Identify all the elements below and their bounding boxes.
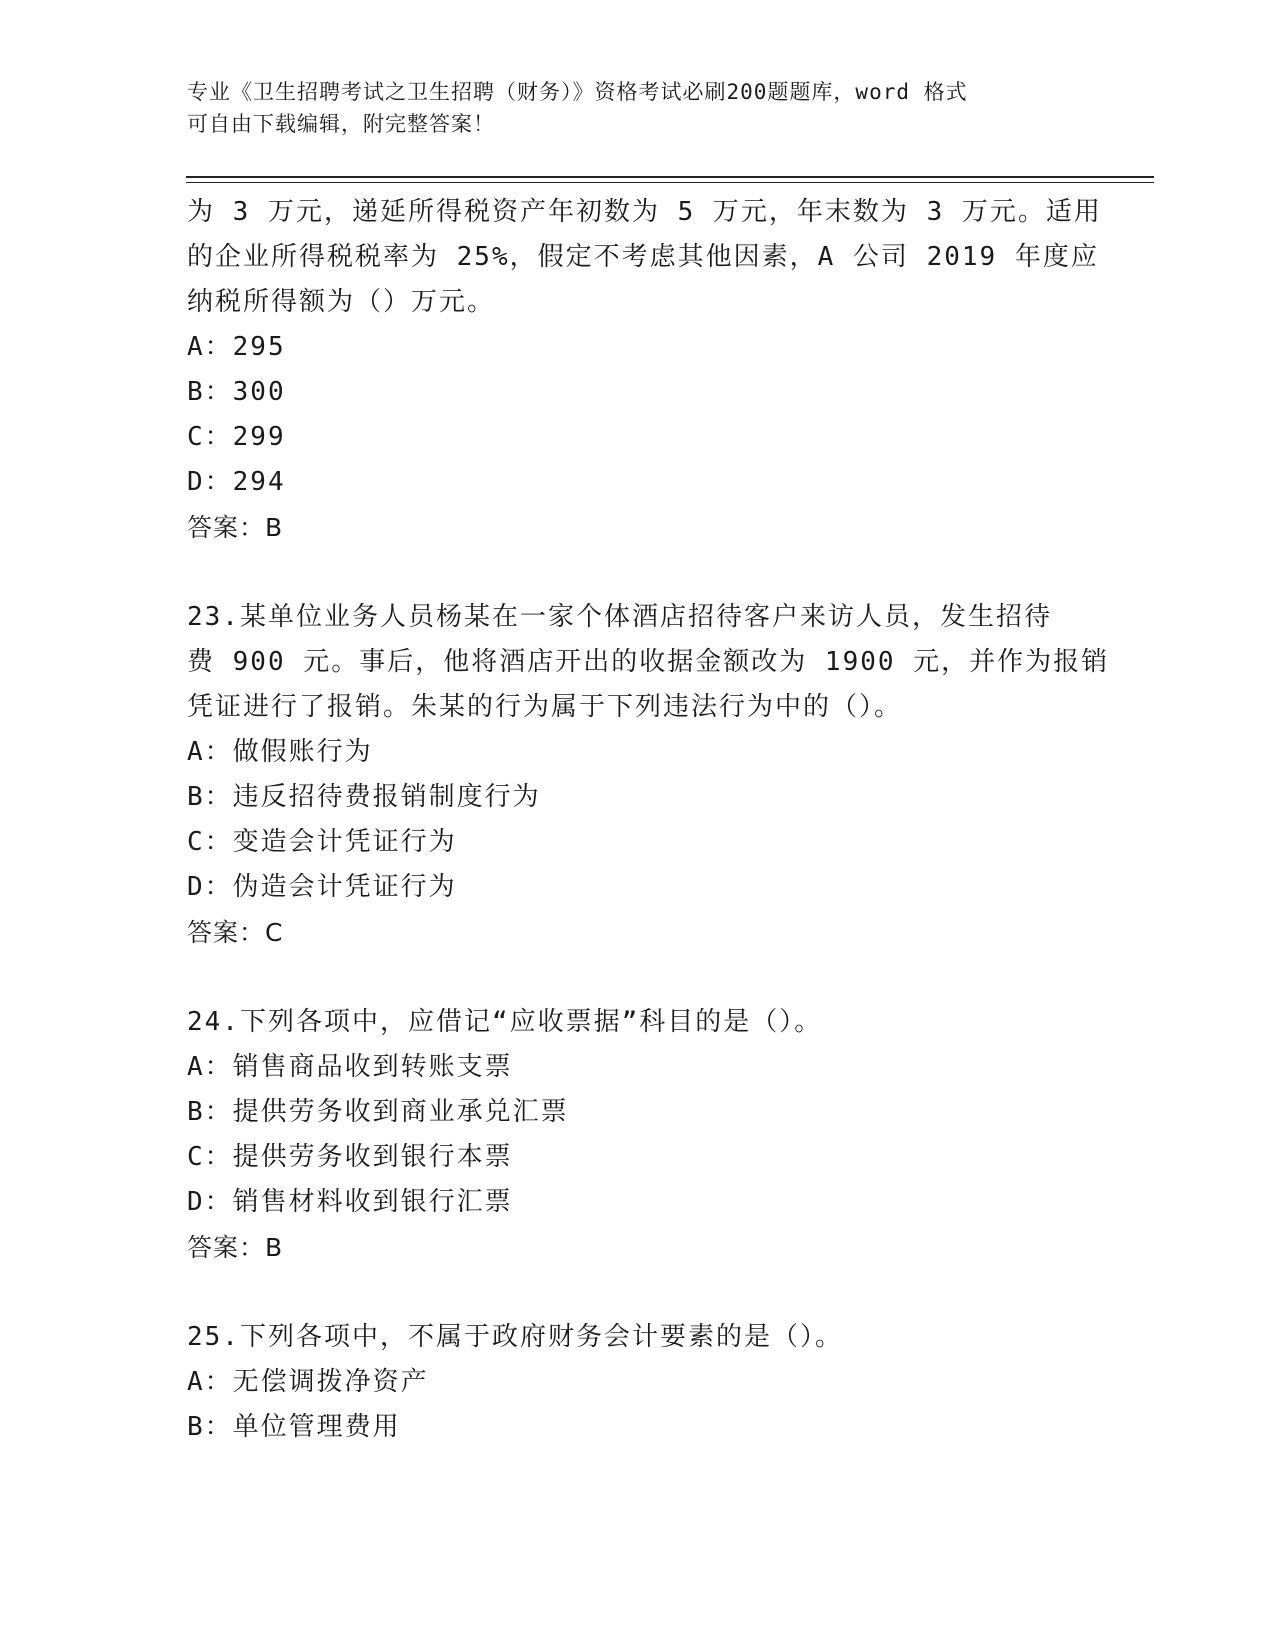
option-d: D：294	[187, 467, 286, 497]
answer-line: 答案：B	[187, 513, 284, 542]
option-c: C：299	[187, 422, 286, 452]
header-rule-thick	[186, 176, 1154, 178]
spacer	[187, 1270, 1087, 1315]
question-text-line: 的企业所得税税率为 25%，假定不考虑其他因素，A 公司 2019 年度应	[187, 242, 1099, 272]
question-23	[187, 595, 1110, 955]
spacer	[187, 955, 1087, 1000]
page-header	[187, 76, 1087, 140]
answer-line: 答案：B	[187, 1233, 284, 1262]
document-body	[187, 190, 1110, 1450]
question-25	[187, 1315, 1087, 1450]
option-b: B：单位管理费用	[187, 1412, 401, 1442]
option-a: A：295	[187, 332, 286, 362]
option-b: B：提供劳务收到商业承兑汇票	[187, 1097, 569, 1127]
option-c: C：提供劳务收到银行本票	[187, 1142, 513, 1172]
question-text-line: 纳税所得额为（）万元。	[187, 287, 496, 317]
question-text-line: 24.下列各项中，应借记“应收票据”科目的是（）。	[187, 1007, 823, 1037]
option-a: A：销售商品收到转账支票	[187, 1052, 513, 1082]
option-b: B：300	[187, 377, 286, 407]
question-22	[187, 190, 1102, 550]
question-text-line: 23.某单位业务人员杨某在一家个体酒店招待客户来访人员，发生招待	[187, 602, 1052, 632]
option-d: D：销售材料收到银行汇票	[187, 1187, 513, 1217]
spacer	[187, 550, 1087, 595]
header-line-1: 专业《卫生招聘考试之卫生招聘（财务）》资格考试必刷200题题库，word 格式	[187, 80, 968, 104]
option-c: C：变造会计凭证行为	[187, 827, 457, 857]
question-text-line: 25.下列各项中，不属于政府财务会计要素的是（）。	[187, 1322, 843, 1352]
question-text-line: 凭证进行了报销。朱某的行为属于下列违法行为中的（）。	[187, 692, 903, 722]
question-text-line: 费 900 元。事后，他将酒店开出的收据金额改为 1900 元，并作为报销	[187, 647, 1110, 677]
option-b: B：违反招待费报销制度行为	[187, 782, 541, 812]
question-24	[187, 1000, 1087, 1270]
header-rule-thin	[186, 182, 1154, 183]
option-a: A：无偿调拨净资产	[187, 1367, 429, 1397]
header-line-2: 可自由下载编辑，附完整答案！	[187, 112, 495, 136]
option-a: A：做假账行为	[187, 737, 373, 767]
answer-line: 答案：C	[187, 918, 284, 947]
question-text-line: 为 3 万元，递延所得税资产年初数为 5 万元，年末数为 3 万元。适用	[187, 197, 1102, 227]
option-d: D：伪造会计凭证行为	[187, 872, 457, 902]
